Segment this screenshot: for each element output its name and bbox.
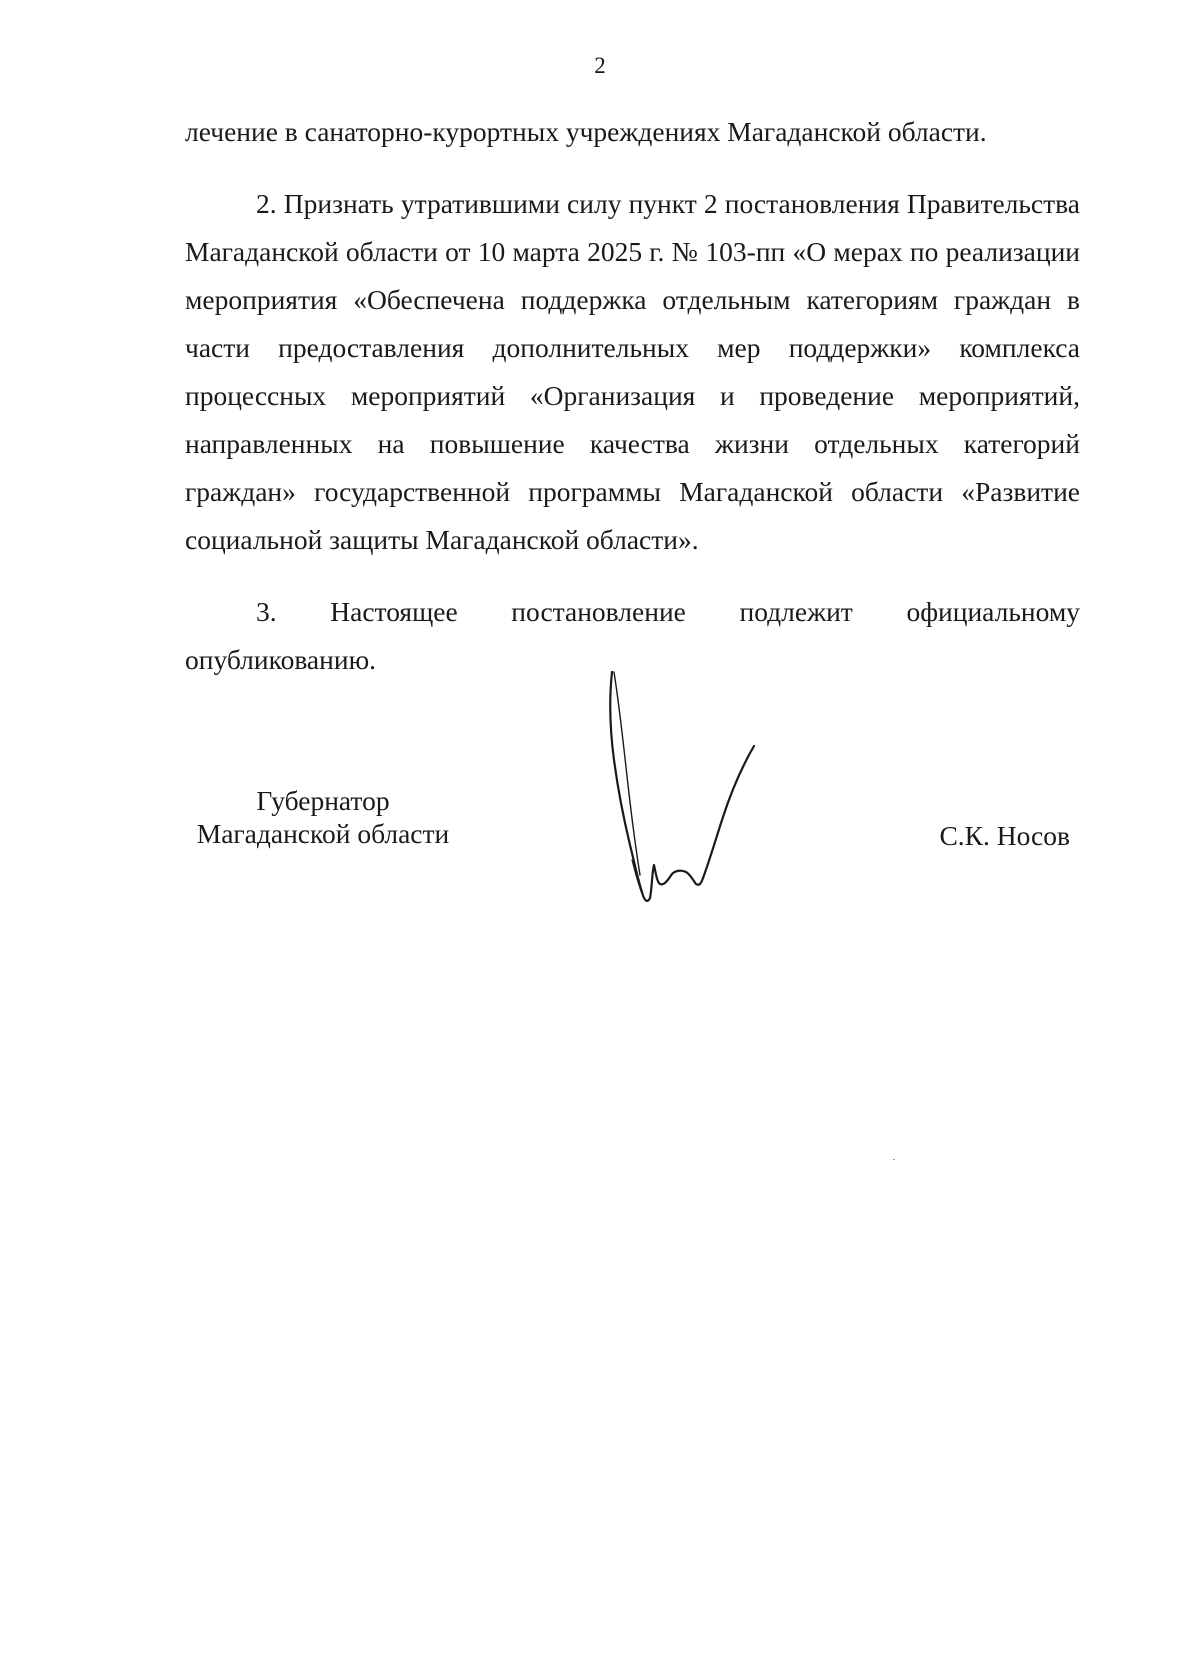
signature-stroke-loop (614, 672, 640, 875)
page-number: 2 (594, 53, 606, 78)
signatory-title-line-1: Губернатор (256, 785, 390, 816)
signature-stroke-detail (632, 860, 643, 896)
paragraph-continuation: лечение в санаторно-курортных учреждениях Магаданской области. (185, 116, 987, 147)
document-body (185, 108, 1080, 684)
handwritten-signature (590, 660, 810, 930)
signatory-title-line-2: Магаданской области (196, 818, 450, 849)
signatory-name: С.К. Носов (939, 820, 1070, 851)
paragraph-item-3: 3. Настоящее постановление подлежит официальному опубликованию. (185, 596, 1080, 675)
signature-stroke-main (610, 672, 754, 901)
scan-speck (893, 1159, 895, 1160)
signatory-title (183, 784, 463, 850)
paragraph-item-2: 2. Признать утратившими силу пункт 2 постановления Правительства Магаданской области от 10 марта 2025 г. № 103-пп «О мерах по реализации мероприятия «Обеспечена поддержка отдельным категориям граждан в части предоставления дополнительных мер поддержки» комплекса процессных мероприятий «Организация и проведение мероприятий, направленных на повышение качества жизни отдельных категорий граждан» государственной программы Магаданской области «Развитие социальной защиты Магаданской области». (185, 188, 1080, 555)
